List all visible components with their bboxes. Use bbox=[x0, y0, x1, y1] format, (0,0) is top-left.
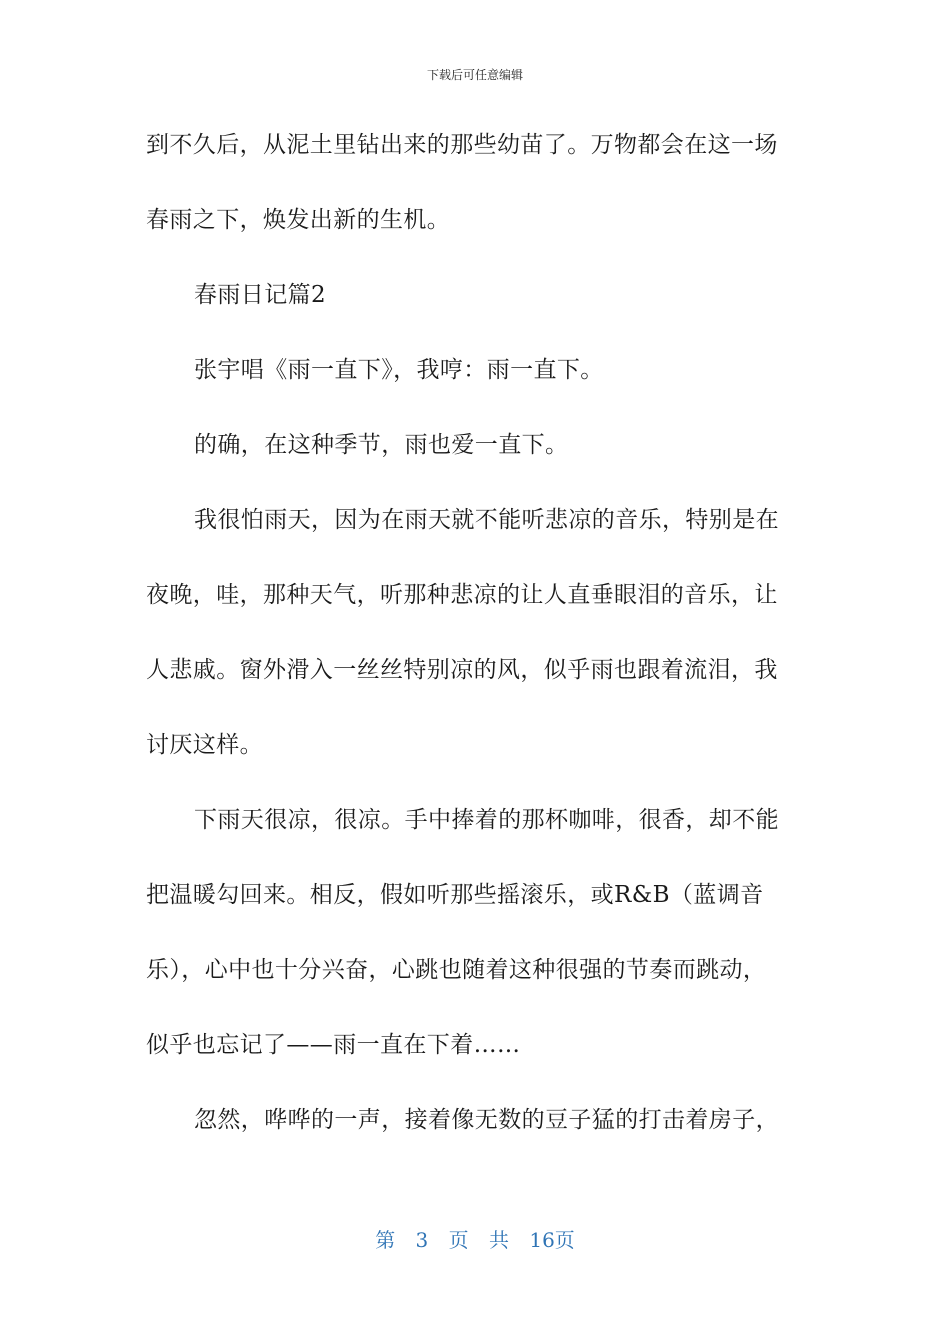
footer-label-unit: 页 bbox=[448, 1228, 469, 1252]
text-line: 讨厌这样。 bbox=[146, 732, 263, 758]
text-line: 忽然，哗哗的一声，接着像无数的豆子猛的打击着房子， bbox=[194, 1107, 779, 1133]
footer-label-total: 共 bbox=[489, 1228, 509, 1252]
section-heading: 春雨日记篇2 bbox=[194, 282, 327, 308]
page-footer bbox=[0, 1224, 950, 1253]
footer-current-page: 3 bbox=[415, 1228, 429, 1252]
document-body bbox=[146, 117, 806, 1167]
text-line: 乐），心中也十分兴奋，心跳也随着这种很强的节奏而跳动， bbox=[146, 957, 767, 983]
text-line: 把温暖勾回来。相反，假如听那些摇滚乐，或R&B（蓝调音 bbox=[146, 882, 764, 908]
page-header: 下载后可任意编辑 bbox=[426, 68, 523, 82]
footer-label-page: 第 bbox=[375, 1228, 396, 1252]
text-line: 下雨天很凉，很凉。手中捧着的那杯咖啡，很香，却不能 bbox=[194, 807, 779, 833]
text-line: 夜晚，哇，那种天气，听那种悲凉的让人直垂眼泪的音乐，让 bbox=[146, 582, 778, 608]
text-line: 我很怕雨天，因为在雨天就不能听悲凉的音乐，特别是在 bbox=[194, 507, 779, 533]
text-line: 到不久后，从泥土里钻出来的那些幼苗了。万物都会在这一场 bbox=[146, 132, 778, 158]
text-line: 的确，在这种季节，雨也爱一直下。 bbox=[194, 432, 569, 458]
text-line: 人悲戚。窗外滑入一丝丝特别凉的风，似乎雨也跟着流泪，我 bbox=[146, 657, 778, 683]
text-line: 似乎也忘记了——雨一直在下着…… bbox=[146, 1032, 521, 1058]
text-line: 张宇唱《雨一直下》，我哼：雨一直下。 bbox=[194, 357, 604, 383]
text-line: 春雨之下，焕发出新的生机。 bbox=[146, 207, 451, 233]
footer-total-pages: 16页 bbox=[529, 1228, 575, 1252]
